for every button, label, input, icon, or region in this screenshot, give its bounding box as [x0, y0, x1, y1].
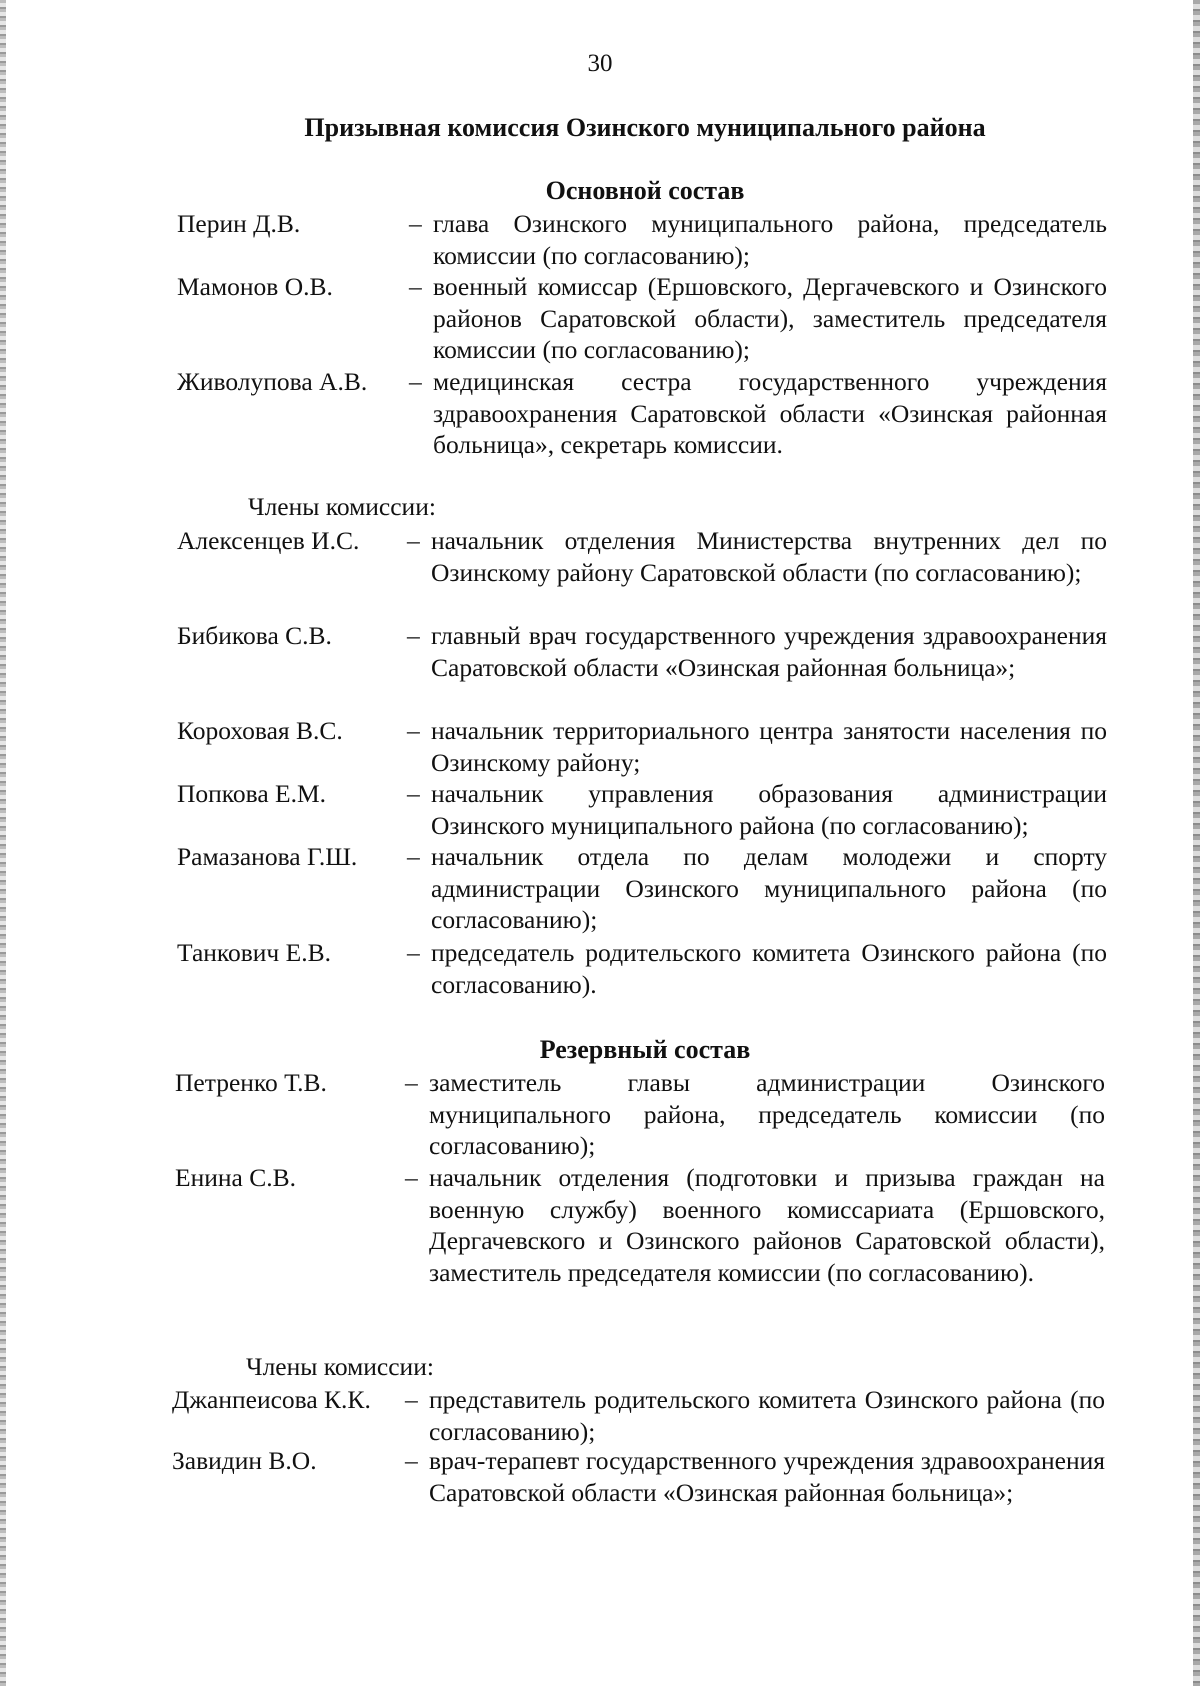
- document-title: Призывная комиссия Озинского муниципального района: [304, 113, 986, 142]
- dash: –: [407, 938, 420, 967]
- dash: –: [405, 1163, 418, 1192]
- person-name: Мамонов О.В.: [177, 272, 333, 301]
- members-label: Члены комиссии:: [248, 492, 436, 521]
- person-role: начальник управления образования администрации Озинского муниципального района (по согласованию);: [431, 779, 1107, 840]
- person-role: начальник отделения Министерства внутренних дел по Озинскому району Саратовской области (по согласованию);: [431, 526, 1107, 587]
- section-heading-main: Основной состав: [545, 176, 745, 205]
- person-name: Перин Д.В.: [177, 209, 301, 238]
- person-name: Завидин В.О.: [172, 1446, 317, 1475]
- scan-edge-left: [0, 0, 6, 1686]
- dash: –: [409, 209, 422, 238]
- dash: –: [407, 526, 420, 555]
- page-number: 30: [587, 50, 613, 77]
- person-name: Попкова Е.М.: [177, 779, 327, 808]
- person-role: начальник отделения (подготовки и призыва граждан на военную службу) военного комиссариата (Ершовского, Дергачевского и Озинского районов Саратовской области), заместитель председателя комиссии (по согласованию).: [429, 1163, 1105, 1287]
- person-role: военный комиссар (Ершовского, Дергачевского и Озинского районов Саратовской области), заместитель председателя комиссии (по согласованию);: [433, 272, 1107, 364]
- person-role: представитель родительского комитета Озинского района (по согласованию);: [429, 1385, 1105, 1446]
- members-label: Члены комиссии:: [246, 1352, 434, 1381]
- dash: –: [405, 1068, 418, 1097]
- scan-edge-right: [1193, 0, 1200, 1686]
- person-name: Джанпеисова К.К.: [172, 1385, 371, 1414]
- dash: –: [409, 272, 422, 301]
- dash: –: [405, 1446, 418, 1475]
- person-role: медицинская сестра государственного учреждения здравоохранения Саратовской области «Озинская районная больница», секретарь комиссии.: [433, 367, 1107, 459]
- dash: –: [405, 1385, 418, 1414]
- person-name: Енина С.В.: [175, 1163, 296, 1192]
- person-role: председатель родительского комитета Озинского района (по согласованию).: [431, 938, 1107, 999]
- person-role: главный врач государственного учреждения здравоохранения Саратовской области «Озинская районная больница»;: [431, 621, 1107, 682]
- dash: –: [407, 779, 420, 808]
- dash: –: [407, 621, 420, 650]
- person-role: начальник территориального центра занятости населения по Озинскому району;: [431, 716, 1107, 777]
- person-name: Короховая В.С.: [177, 716, 343, 745]
- section-heading-reserve: Резервный состав: [539, 1035, 751, 1064]
- person-name: Алексенцев И.С.: [177, 526, 360, 555]
- person-name: Бибикова С.В.: [177, 621, 332, 650]
- person-name: Живолупова А.В.: [177, 367, 368, 396]
- person-name: Рамазанова Г.Ш.: [177, 842, 358, 871]
- person-role: глава Озинского муниципального района, председатель комиссии (по согласованию);: [433, 209, 1107, 270]
- person-role: начальник отдела по делам молодежи и спорту администрации Озинского муниципального района (по согласованию);: [431, 842, 1107, 934]
- dash: –: [407, 842, 420, 871]
- person-role: заместитель главы администрации Озинского муниципального района, председатель комиссии (по согласованию);: [429, 1068, 1105, 1160]
- person-role: врач-терапевт государственного учреждения здравоохранения Саратовской области «Озинская районная больница»;: [429, 1446, 1105, 1507]
- person-name: Танкович Е.В.: [177, 938, 331, 967]
- person-name: Петренко Т.В.: [175, 1068, 327, 1097]
- dash: –: [409, 367, 422, 396]
- dash: –: [407, 716, 420, 745]
